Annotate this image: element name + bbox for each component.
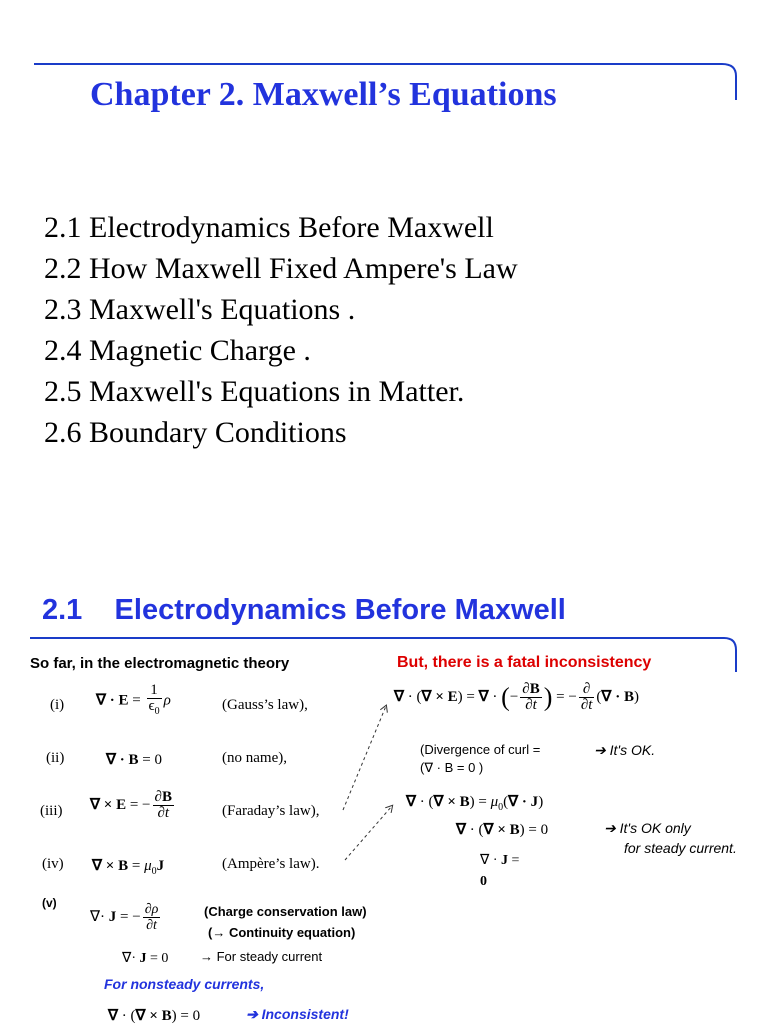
inconsistent-note: ➔ Inconsistent! [246,1006,349,1022]
toc-item[interactable]: 2.4 Magnetic Charge . [44,334,311,367]
toc-item[interactable]: 2.2 How Maxwell Fixed Ampere's Law [44,252,518,285]
div-curl-b-equation: ∇ · (∇ × $B) = \mu_0(\nabla \cdot J)$ [406,794,544,813]
ampere-equation: ∇ × $B = \mu_0J$ [92,858,165,877]
gauss-equation: ∇ · E = $\frac{1}{\epsilon_0}$ ρ [96,682,171,717]
faraday-equation: ∇ × E = − $\frac{\partial B}{\partial t}$ [90,789,172,821]
divb-equation: ∇ · B = 0 [106,752,163,768]
div-b-note: (∇ · B = 0 ) [420,760,484,775]
equation-label: (v) [42,896,57,910]
toc-item[interactable]: 2.5 Maxwell's Equations in Matter. [44,375,465,408]
nonsteady-equation: ∇ · (∇ × B) = 0 [108,1008,201,1024]
div-curl-e-equation: ∇ · (∇ × E) = ∇ · (− $\frac{\partial B}{\partial t}$ ) = − $\frac{\partial}{\partial t}$ (∇ · B) [394,681,639,713]
toc-item[interactable]: 2.3 Maxwell's Equations . [44,293,356,326]
equation-label: (iv) [42,856,64,872]
right-heading: But, there is a fatal inconsistency [397,654,652,671]
chapter-title: Chapter 2. Maxwell’s Equations [90,76,557,113]
div-curl-b-zero-equation: ∇ · (∇ × B) = 0 [456,822,549,838]
equation-name: (Gauss’s law), [222,697,308,713]
ok-note: ➔ It's OK. [594,742,656,758]
equation-label: (i) [50,697,65,713]
continuity-equation: ∇· J = − $\frac{\partial\rho}{\partial t}$ [90,902,159,933]
equation-name: (Ampère’s law). [222,856,320,872]
equation-name: (no name), [222,750,287,766]
section-title: 2.1 Electrodynamics Before Maxwell [42,594,566,626]
left-heading: So far, in the electromagnetic theory [30,655,290,672]
equation-label: (ii) [46,750,65,766]
toc-item[interactable]: 2.1 Electrodynamics Before Maxwell [44,211,494,244]
charge-law-note: (Charge conservation law) [204,904,367,919]
nonsteady-note: For nonsteady currents, [104,976,265,992]
toc-item[interactable]: 2.6 Boundary Conditions [44,416,347,449]
div-curl-note: (Divergence of curl = [420,742,541,757]
equation-label: (iii) [40,803,63,819]
steady-divj-equation: ∇· J = 0 [122,951,169,966]
steady-current-label: for steady current. [624,840,737,856]
equation-name: (Faraday’s law), [222,803,320,819]
steady-current-note: → For steady current [200,949,323,964]
ok-only-note: ➔ It's OK only [604,820,691,836]
divj-zero-equation: ∇ · J = 0 [480,853,520,889]
continuity-note: (→ Continuity equation) [208,925,356,940]
